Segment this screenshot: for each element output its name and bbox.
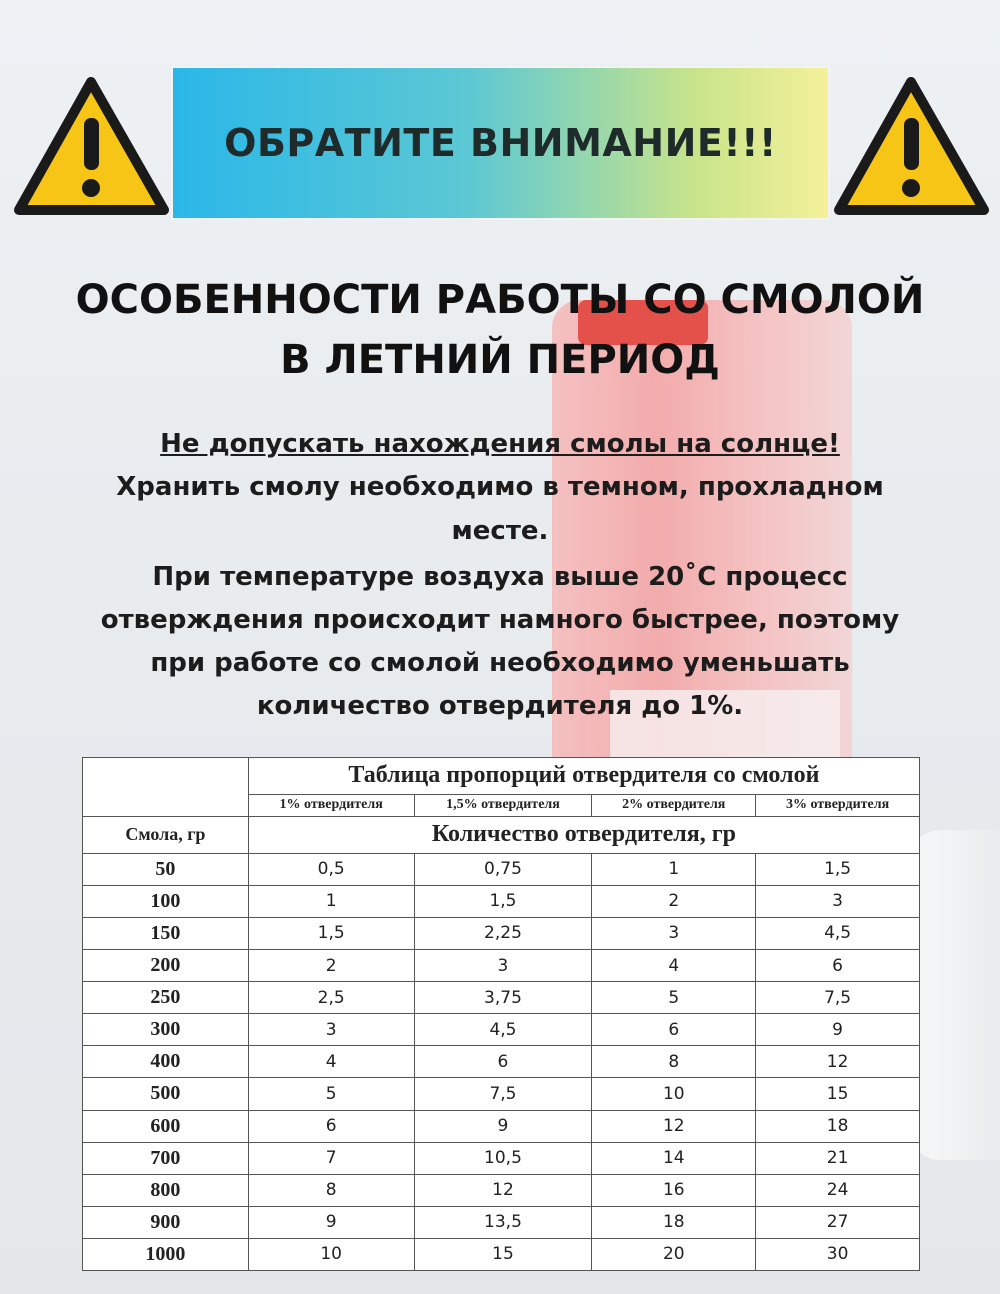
table-row (83, 950, 920, 982)
hardener-amount-cell: 15 (756, 1078, 920, 1110)
page-title-line-2: В ЛЕТНИЙ ПЕРИОД (280, 337, 720, 383)
hardener-amount-cell: 0,5 (248, 853, 414, 885)
resin-amount-cell: 500 (83, 1078, 249, 1110)
hardener-amount-cell: 18 (592, 1206, 756, 1238)
warning-icon (14, 76, 169, 216)
hardener-amount-cell: 4,5 (756, 917, 920, 949)
resin-amount-cell: 150 (83, 917, 249, 949)
percent-header: 1,5% отвердителя (414, 794, 592, 816)
table-header-row (83, 817, 920, 854)
hardener-amount-cell: 6 (414, 1046, 592, 1078)
table-percent-row (83, 794, 920, 816)
hardener-amount-cell: 1,5 (248, 917, 414, 949)
hardener-amount-cell: 21 (756, 1142, 920, 1174)
hardener-amount-cell: 1 (592, 853, 756, 885)
table-row (83, 1014, 920, 1046)
table-corner-cell (83, 794, 249, 816)
table-row (83, 1206, 920, 1238)
hardener-amount-cell: 10,5 (414, 1142, 592, 1174)
temperature-text-line-2: отверждения происходит намного быстрее, поэтому (100, 605, 900, 635)
hardener-amount-cell: 2,5 (248, 982, 414, 1014)
hardener-amount-cell: 5 (248, 1078, 414, 1110)
hardener-amount-cell: 0,75 (414, 853, 592, 885)
resin-amount-cell: 600 (83, 1110, 249, 1142)
warning-icon (834, 76, 989, 216)
resin-amount-cell: 50 (83, 853, 249, 885)
hardener-amount-cell: 3 (414, 950, 592, 982)
hardener-amount-cell: 20 (592, 1238, 756, 1270)
hardener-amount-cell: 6 (248, 1110, 414, 1142)
temperature-text-line-4: количество отвердителя до 1%. (256, 691, 744, 721)
sun-warning-text: Не допускать нахождения смолы на солнце! (160, 429, 840, 459)
resin-amount-cell: 900 (83, 1206, 249, 1238)
hardener-amount-cell: 9 (414, 1110, 592, 1142)
hardener-amount-cell: 4,5 (414, 1014, 592, 1046)
hardener-amount-cell: 16 (592, 1174, 756, 1206)
table-row (83, 1046, 920, 1078)
hardener-amount-cell: 7 (248, 1142, 414, 1174)
table-row (83, 885, 920, 917)
hardener-amount-cell: 9 (756, 1014, 920, 1046)
hardener-amount-cell: 2 (248, 950, 414, 982)
temperature-text-line-1: При температуре воздуха выше 20˚С процесс (152, 562, 848, 592)
percent-header: 3% отвердителя (756, 794, 920, 816)
hardener-amount-cell: 10 (248, 1238, 414, 1270)
table-row (83, 853, 920, 885)
hardener-proportion-table (82, 757, 920, 1271)
table-row (83, 1110, 920, 1142)
hardener-amount-cell: 2,25 (414, 917, 592, 949)
hardener-amount-cell: 3 (592, 917, 756, 949)
temperature-text-line-3: при работе со смолой необходимо уменьшать (150, 648, 850, 678)
hardener-amount-cell: 5 (592, 982, 756, 1014)
background-towel (910, 830, 1000, 1160)
hardener-amount-cell: 12 (592, 1110, 756, 1142)
table-title: Таблица пропорций отвердителя со смолой (248, 758, 919, 795)
storage-text-line-2: месте. (451, 516, 549, 546)
resin-column-header: Смола, гр (83, 817, 249, 854)
hardener-amount-cell: 8 (592, 1046, 756, 1078)
table-corner-cell (83, 758, 249, 795)
hardener-amount-cell: 4 (248, 1046, 414, 1078)
hardener-amount-cell: 3,75 (414, 982, 592, 1014)
percent-header: 2% отвердителя (592, 794, 756, 816)
hardener-amount-cell: 4 (592, 950, 756, 982)
amount-column-header: Количество отвердителя, гр (248, 817, 919, 854)
resin-amount-cell: 800 (83, 1174, 249, 1206)
resin-amount-cell: 400 (83, 1046, 249, 1078)
hardener-amount-cell: 2 (592, 885, 756, 917)
resin-amount-cell: 100 (83, 885, 249, 917)
hardener-amount-cell: 14 (592, 1142, 756, 1174)
table-row (83, 917, 920, 949)
resin-amount-cell: 200 (83, 950, 249, 982)
hardener-amount-cell: 3 (248, 1014, 414, 1046)
resin-amount-cell: 1000 (83, 1238, 249, 1270)
storage-text-line-1: Хранить смолу необходимо в темном, прохладном (116, 472, 884, 502)
hardener-amount-cell: 1,5 (414, 885, 592, 917)
hardener-amount-cell: 7,5 (756, 982, 920, 1014)
hardener-amount-cell: 6 (592, 1014, 756, 1046)
hardener-amount-cell: 18 (756, 1110, 920, 1142)
hardener-amount-cell: 8 (248, 1174, 414, 1206)
hardener-amount-cell: 30 (756, 1238, 920, 1270)
hardener-amount-cell: 27 (756, 1206, 920, 1238)
hardener-amount-cell: 7,5 (414, 1078, 592, 1110)
table-row (83, 1174, 920, 1206)
hardener-amount-cell: 24 (756, 1174, 920, 1206)
page-title-line-1: ОСОБЕННОСТИ РАБОТЫ СО СМОЛОЙ (75, 277, 925, 323)
hardener-amount-cell: 9 (248, 1206, 414, 1238)
resin-amount-cell: 250 (83, 982, 249, 1014)
attention-banner (173, 68, 828, 218)
hardener-amount-cell: 6 (756, 950, 920, 982)
hardener-amount-cell: 10 (592, 1078, 756, 1110)
table-row (83, 1078, 920, 1110)
percent-header: 1% отвердителя (248, 794, 414, 816)
hardener-amount-cell: 12 (414, 1174, 592, 1206)
table-row (83, 982, 920, 1014)
hardener-amount-cell: 15 (414, 1238, 592, 1270)
hardener-amount-cell: 1,5 (756, 853, 920, 885)
table-row (83, 1238, 920, 1270)
hardener-amount-cell: 13,5 (414, 1206, 592, 1238)
table-row (83, 1142, 920, 1174)
resin-amount-cell: 700 (83, 1142, 249, 1174)
resin-amount-cell: 300 (83, 1014, 249, 1046)
hardener-amount-cell: 3 (756, 885, 920, 917)
hardener-amount-cell: 1 (248, 885, 414, 917)
hardener-amount-cell: 12 (756, 1046, 920, 1078)
table-title-row (83, 758, 920, 795)
banner-text: ОБРАТИТЕ ВНИМАНИЕ!!! (224, 121, 777, 165)
